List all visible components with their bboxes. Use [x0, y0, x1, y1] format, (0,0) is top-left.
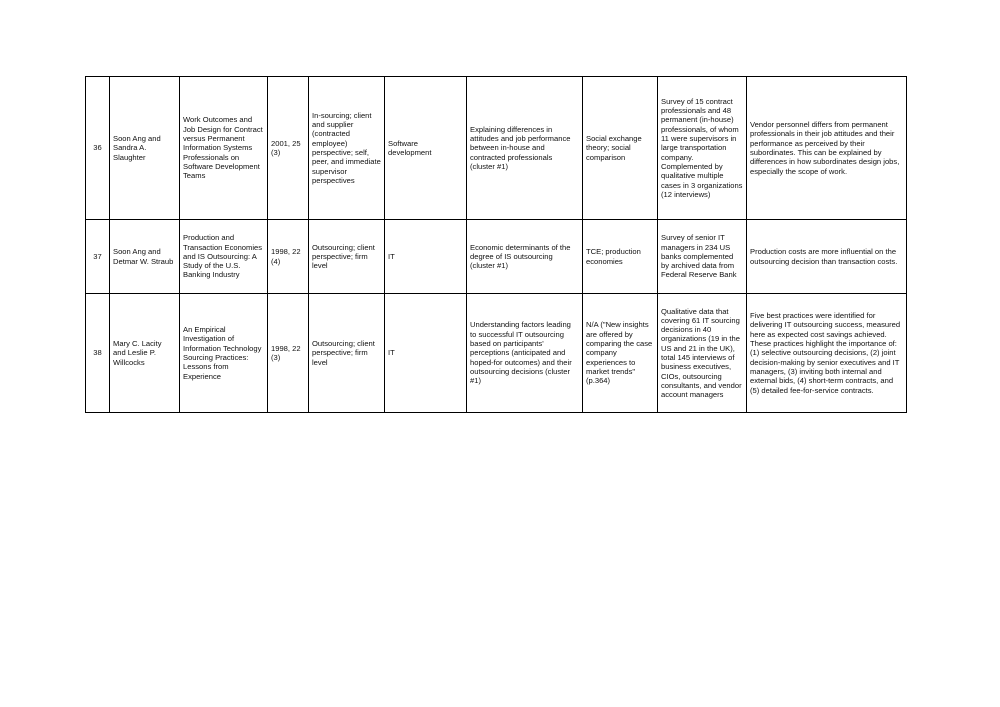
cell-purpose: Understanding factors leading to successful IT outsourcing based on participants' perceptions (anticipated and hoped-for outcomes) and their outsourcing decisions (cluster #1)	[467, 294, 583, 413]
cell-title: Production and Transaction Economies and IS Outsourcing: A Study of the U.S. Banking Industry	[180, 220, 268, 294]
cell-title: An Empirical Investigation of Information Technology Sourcing Practices: Lessons from Experience	[180, 294, 268, 413]
table-row	[86, 294, 907, 413]
cell-context: Software development	[385, 77, 467, 220]
cell-authors: Soon Ang and Sandra A. Slaughter	[110, 77, 180, 220]
cell-context: IT	[385, 220, 467, 294]
cell-findings: Five best practices were identified for delivering IT outsourcing success, measured here as expected cost savings achieved. These practices highlight the importance of: (1) selective outsourcing decisions, (2) joint decision-making by senior executives and IT managers, (3) inviting both internal and external bids, (4) short-term contracts, and (5) detailed fee-for-service contracts.	[747, 294, 907, 413]
cell-findings: Vendor personnel differs from permanent professionals in their job attitudes and their performance as perceived by their subordinates. This can be explained by differences in how subordinates design jobs, especially the scope of work.	[747, 77, 907, 220]
cell-theory: Social exchange theory; social comparison	[583, 77, 658, 220]
row-number: 36	[86, 77, 110, 220]
cell-perspective: Outsourcing; client perspective; firm level	[309, 220, 385, 294]
literature-review-table	[85, 76, 907, 413]
cell-title: Work Outcomes and Job Design for Contract versus Permanent Information Systems Professionals on Software Development Teams	[180, 77, 268, 220]
cell-method: Survey of senior IT managers in 234 US banks complemented by archived data from Federal Reserve Bank	[658, 220, 747, 294]
cell-year-volume: 1998, 22 (4)	[268, 220, 309, 294]
cell-method: Survey of 15 contract professionals and 48 permanent (in-house) professionals, of whom 11 were supervisors in large transportation company. Complemented by qualitative multiple cases in 3 organizations (12 interviews)	[658, 77, 747, 220]
row-number: 37	[86, 220, 110, 294]
table-row	[86, 220, 907, 294]
cell-year-volume: 1998, 22 (3)	[268, 294, 309, 413]
cell-authors: Mary C. Lacity and Leslie P. Willcocks	[110, 294, 180, 413]
cell-context: IT	[385, 294, 467, 413]
cell-year-volume: 2001, 25 (3)	[268, 77, 309, 220]
cell-method: Qualitative data that covering 61 IT sourcing decisions in 40 organizations (19 in the US and 21 in the UK), total 145 interviews of business executives, CIOs, outsourcing consultants, and vendor account managers	[658, 294, 747, 413]
cell-authors: Soon Ang and Detmar W. Straub	[110, 220, 180, 294]
cell-theory: TCE; production economies	[583, 220, 658, 294]
cell-perspective: Outsourcing; client perspective; firm level	[309, 294, 385, 413]
cell-perspective: In-sourcing; client and supplier (contracted employee) perspective; self, peer, and immediate supervisor perspectives	[309, 77, 385, 220]
cell-purpose: Economic determinants of the degree of IS outsourcing (cluster #1)	[467, 220, 583, 294]
cell-findings: Production costs are more influential on the outsourcing decision than transaction costs.	[747, 220, 907, 294]
cell-theory: N/A ("New insights are offered by comparing the case company experiences to market trends" (p.364)	[583, 294, 658, 413]
cell-purpose: Explaining differences in attitudes and job performance between in-house and contracted professionals (cluster #1)	[467, 77, 583, 220]
row-number: 38	[86, 294, 110, 413]
table-row	[86, 77, 907, 220]
